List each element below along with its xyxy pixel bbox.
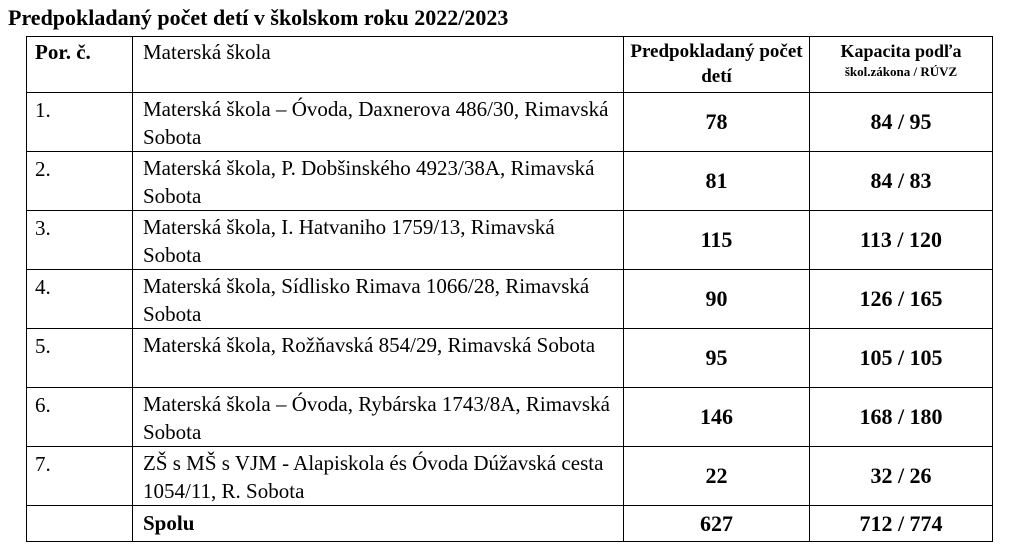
school-name: ZŠ s MŠ s VJM - Alapiskola és Óvoda Dúžavská cesta 1054/11, R. Sobota — [133, 447, 624, 506]
predicted-count: 115 — [624, 211, 810, 270]
table-row — [27, 447, 993, 506]
capacity: 126 / 165 — [810, 270, 993, 329]
total-empty-cell — [27, 506, 133, 542]
capacity: 84 / 83 — [810, 152, 993, 211]
header-por-c: Por. č. — [27, 37, 133, 93]
row-number: 1. — [27, 93, 133, 152]
table-row — [27, 388, 993, 447]
row-number: 7. — [27, 447, 133, 506]
total-capacity: 712 / 774 — [810, 506, 993, 542]
total-label: Spolu — [133, 506, 624, 542]
school-name: Materská škola, I. Hatvaniho 1759/13, Rimavská Sobota — [133, 211, 624, 270]
header-predpokladany-pocet: Predpokladaný počet detí — [624, 37, 810, 93]
capacity: 105 / 105 — [810, 329, 993, 388]
row-number: 3. — [27, 211, 133, 270]
predicted-count: 78 — [624, 93, 810, 152]
row-number: 6. — [27, 388, 133, 447]
school-name: Materská škola, P. Dobšinského 4923/38A, Rimavská Sobota — [133, 152, 624, 211]
header-kapacita-line1: Kapacita podľa — [840, 41, 962, 61]
predicted-count: 90 — [624, 270, 810, 329]
predicted-count: 22 — [624, 447, 810, 506]
capacity: 32 / 26 — [810, 447, 993, 506]
school-name: Materská škola – Óvoda, Rybárska 1743/8A, Rimavská Sobota — [133, 388, 624, 447]
school-name: Materská škola, Sídlisko Rimava 1066/28, Rimavská Sobota — [133, 270, 624, 329]
row-number: 5. — [27, 329, 133, 388]
total-row — [27, 506, 993, 542]
table-header-row — [27, 37, 993, 93]
table-row — [27, 152, 993, 211]
school-name: Materská škola – Óvoda, Daxnerova 486/30, Rimavská Sobota — [133, 93, 624, 152]
header-materska-skola: Materská škola — [133, 37, 624, 93]
total-predicted-count: 627 — [624, 506, 810, 542]
header-kapacita — [810, 37, 993, 93]
table-row — [27, 270, 993, 329]
table-row — [27, 93, 993, 152]
children-count-table — [26, 36, 993, 542]
table-row — [27, 329, 993, 388]
predicted-count: 81 — [624, 152, 810, 211]
capacity: 84 / 95 — [810, 93, 993, 152]
table-row — [27, 211, 993, 270]
document-title: Predpokladaný počet detí v školskom roku 2022/2023 — [8, 5, 509, 30]
capacity: 168 / 180 — [810, 388, 993, 447]
header-kapacita-line2: škol.zákona / RÚVZ — [844, 64, 958, 79]
predicted-count: 146 — [624, 388, 810, 447]
row-number: 2. — [27, 152, 133, 211]
school-name: Materská škola, Rožňavská 854/29, Rimavská Sobota — [133, 329, 624, 388]
predicted-count: 95 — [624, 329, 810, 388]
row-number: 4. — [27, 270, 133, 329]
capacity: 113 / 120 — [810, 211, 993, 270]
